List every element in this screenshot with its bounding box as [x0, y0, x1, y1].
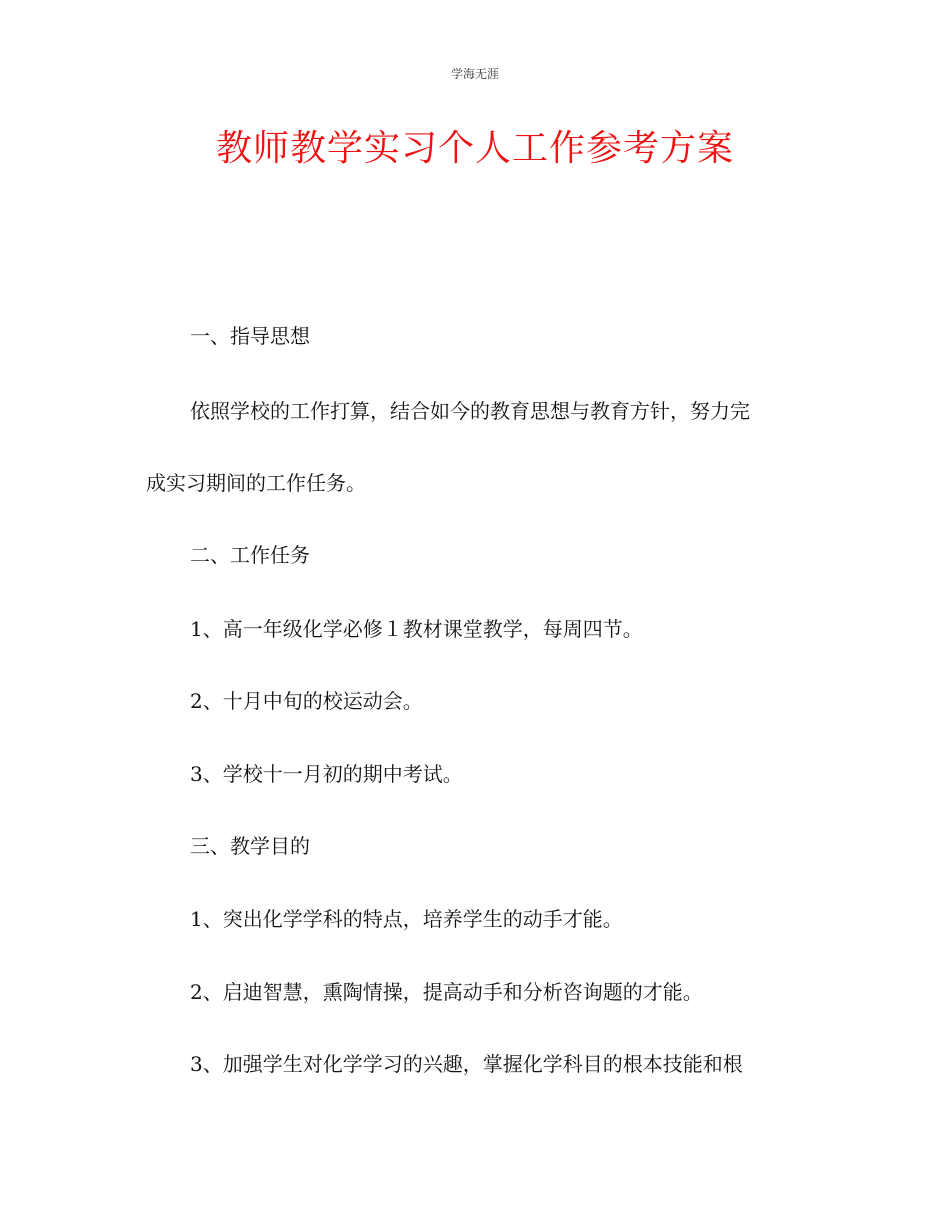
- document-title: 教师教学实习个人工作参考方案: [215, 128, 734, 169]
- list-item: 1、突出化学学科的特点，培养学生的动手才能。: [190, 907, 623, 931]
- list-item: 3、加强学生对化学学习的兴趣，掌握化学科目的根本技能和根: [190, 1052, 743, 1076]
- section-heading-work-tasks: 二、工作任务: [190, 543, 310, 567]
- list-item: 2、启迪智慧，熏陶情操，提高动手和分析咨询题的才能。: [190, 980, 703, 1004]
- section-heading-guiding-thought: 一、指导思想: [190, 324, 310, 348]
- list-item: 2、十月中旬的校运动会。: [190, 689, 423, 713]
- paragraph-line: 成实习期间的工作任务。: [146, 471, 366, 495]
- list-item: 3、学校十一月初的期中考试。: [190, 762, 463, 786]
- page-header: 学海无涯: [450, 67, 499, 81]
- list-item: 1、高一年级化学必修１教材课堂教学，每周四节。: [190, 617, 643, 641]
- section-heading-teaching-goals: 三、教学目的: [190, 834, 310, 858]
- paragraph-line: 依照学校的工作打算，结合如今的教育思想与教育方针，努力完: [190, 399, 750, 423]
